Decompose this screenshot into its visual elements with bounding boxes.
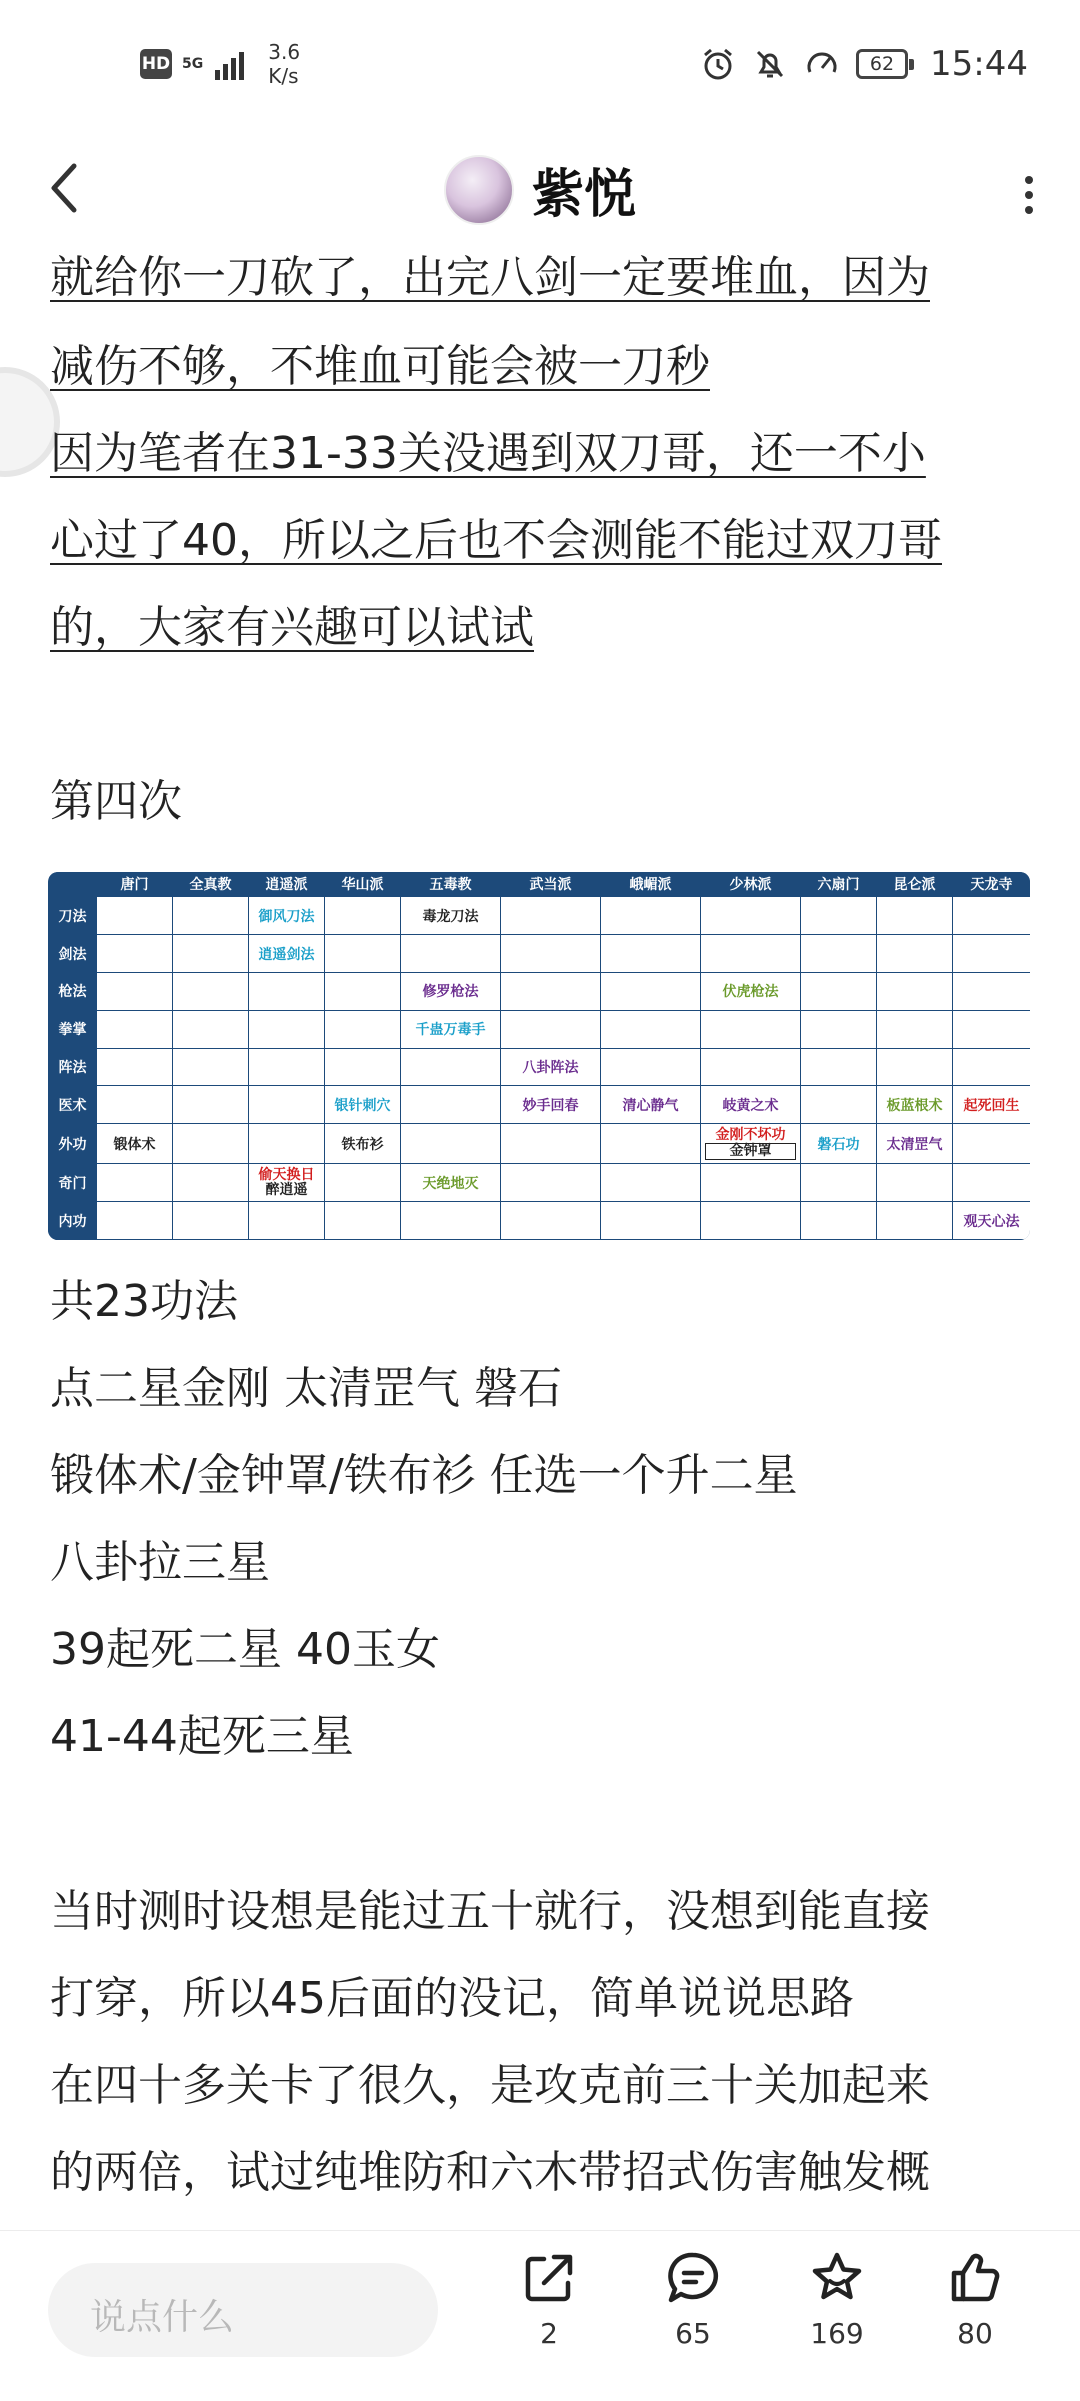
status-right	[700, 44, 1028, 84]
school-header: 武当派	[501, 872, 601, 897]
category-cell: 剑法	[49, 935, 97, 973]
skill-cell: 逍遥剑法	[249, 935, 325, 973]
network-speed	[268, 40, 300, 88]
article-line: 就给你一刀砍了，出完八剑一定要堆血，因为	[50, 255, 930, 303]
speedometer-icon	[804, 46, 840, 82]
table-row	[49, 1048, 1031, 1086]
article-line: 41-44起死三星	[50, 1711, 354, 1762]
school-header: 昆仑派	[877, 872, 953, 897]
comment-input[interactable]	[48, 2263, 438, 2357]
skill-cell: 锻体术	[97, 1124, 173, 1164]
article-line: 因为笔者在31-33关没遇到双刀哥，还一不小	[50, 428, 926, 479]
share-button[interactable]	[494, 2249, 604, 2389]
more-options-icon[interactable]	[1014, 170, 1044, 220]
section-heading: 第四次	[50, 776, 182, 827]
skill-cell-stack	[701, 1124, 801, 1164]
school-header: 华山派	[325, 872, 401, 897]
skill-cell: 醉逍遥	[265, 1181, 308, 1198]
like-button[interactable]	[920, 2249, 1030, 2389]
skill-cell-stack	[249, 1164, 325, 1202]
school-header: 峨嵋派	[601, 872, 701, 897]
table-row	[49, 973, 1031, 1011]
skill-cell: 妙手回春	[501, 1086, 601, 1124]
skill-cell: 金钟罩	[705, 1143, 796, 1160]
hd-badge: HD	[140, 49, 172, 79]
category-cell: 内功	[49, 1202, 97, 1240]
skill-cell: 御风刀法	[249, 897, 325, 935]
skill-cell: 金刚不坏功	[715, 1126, 786, 1143]
share-icon	[520, 2249, 578, 2307]
table-row	[49, 1010, 1031, 1048]
comment-bubble-icon	[664, 2249, 722, 2307]
skill-cell: 偷天换日	[258, 1166, 315, 1183]
article-line: 心过了40，所以之后也不会测能不能过双刀哥	[50, 515, 942, 566]
category-cell: 拳掌	[49, 1010, 97, 1048]
comment-count: 65	[675, 2317, 711, 2350]
author-info[interactable]	[0, 152, 1080, 227]
article-line: 在四十多关卡了很久，是攻克前三十关加起来	[50, 2060, 930, 2111]
article-line: 点二星金刚 太清罡气 磐石	[50, 1363, 562, 1414]
skill-cell: 清心静气	[601, 1086, 701, 1124]
skill-cell: 天绝地灭	[401, 1164, 501, 1202]
status-left	[140, 40, 300, 88]
status-bar	[0, 0, 1080, 130]
article-line: 的，大家有兴趣可以试试	[50, 602, 534, 653]
school-header: 五毒教	[401, 872, 501, 897]
skill-cell: 毒龙刀法	[401, 897, 501, 935]
skill-cell: 银针刺穴	[325, 1086, 401, 1124]
school-header: 唐门	[97, 872, 173, 897]
category-cell: 奇门	[49, 1164, 97, 1202]
article-line: 共23功法	[50, 1276, 238, 1327]
skill-cell: 修罗枪法	[401, 973, 501, 1011]
post-header	[0, 130, 1080, 255]
skill-cell: 铁布衫	[325, 1124, 401, 1164]
article-line: 减伤不够，不堆血可能会被一刀秒	[50, 341, 710, 392]
like-count: 80	[957, 2317, 993, 2350]
table-header-row	[49, 872, 1031, 897]
battery-icon: 62	[856, 49, 908, 79]
speed-unit: K/s	[268, 64, 299, 88]
clock: 15:44	[930, 44, 1028, 84]
category-cell: 枪法	[49, 973, 97, 1011]
thumbs-up-icon	[946, 2249, 1004, 2307]
signal-icon	[215, 48, 244, 80]
star-icon	[808, 2249, 866, 2307]
table-row	[49, 935, 1031, 973]
favorite-count: 169	[810, 2317, 864, 2350]
category-cell: 医术	[49, 1086, 97, 1124]
comment-placeholder: 说点什么	[90, 2297, 235, 2338]
martial-arts-table	[48, 872, 1030, 1240]
favorite-button[interactable]	[782, 2249, 892, 2389]
skill-cell: 伏虎枪法	[701, 973, 801, 1011]
school-header: 天龙寺	[953, 872, 1031, 897]
bottom-action-bar	[0, 2230, 1080, 2401]
skill-cell: 起死回生	[953, 1086, 1031, 1124]
article-line: 打穿，所以45后面的没记，简单说说思路	[50, 1973, 854, 2024]
skill-cell: 八卦阵法	[501, 1048, 601, 1086]
mute-bell-icon	[752, 46, 788, 82]
school-header: 少林派	[701, 872, 801, 897]
skill-cell: 磐石功	[801, 1124, 877, 1164]
article-line: 锻体术/金钟罩/铁布衫 任选一个升二星	[50, 1450, 798, 1501]
school-header: 逍遥派	[249, 872, 325, 897]
author-name[interactable]: 紫悦	[531, 165, 636, 225]
martial-arts-table-image[interactable]	[48, 872, 1030, 1240]
skill-cell: 岐黄之术	[701, 1086, 801, 1124]
comment-button[interactable]	[638, 2249, 748, 2389]
article-line: 39起死二星 40玉女	[50, 1624, 440, 1675]
article-line: 八卦拉三星	[50, 1537, 270, 1588]
school-header: 全真教	[173, 872, 249, 897]
alarm-icon	[700, 46, 736, 82]
skill-cell: 千蛊万毒手	[401, 1010, 501, 1048]
table-row	[49, 1124, 1031, 1164]
table-row	[49, 1202, 1031, 1240]
school-header: 六扇门	[801, 872, 877, 897]
skill-cell: 板蓝根术	[877, 1086, 953, 1124]
table-row	[49, 897, 1031, 935]
speed-value: 3.6	[268, 40, 301, 64]
share-count: 2	[540, 2317, 558, 2350]
article-body	[0, 255, 1080, 2230]
table-row	[49, 1164, 1031, 1202]
corner-cell	[49, 872, 97, 897]
network-type: 5G	[182, 56, 204, 72]
table-row	[49, 1086, 1031, 1124]
skill-cell: 观天心法	[953, 1202, 1031, 1240]
category-cell: 刀法	[49, 897, 97, 935]
article-line: 当时测时设想是能过五十就行，没想到能直接	[50, 1886, 930, 1937]
avatar[interactable]	[444, 155, 514, 225]
category-cell: 外功	[49, 1124, 97, 1164]
category-cell: 阵法	[49, 1048, 97, 1086]
skill-cell: 太清罡气	[877, 1124, 953, 1164]
article-line: 的两倍，试过纯堆防和六木带招式伤害触发概	[50, 2147, 930, 2198]
